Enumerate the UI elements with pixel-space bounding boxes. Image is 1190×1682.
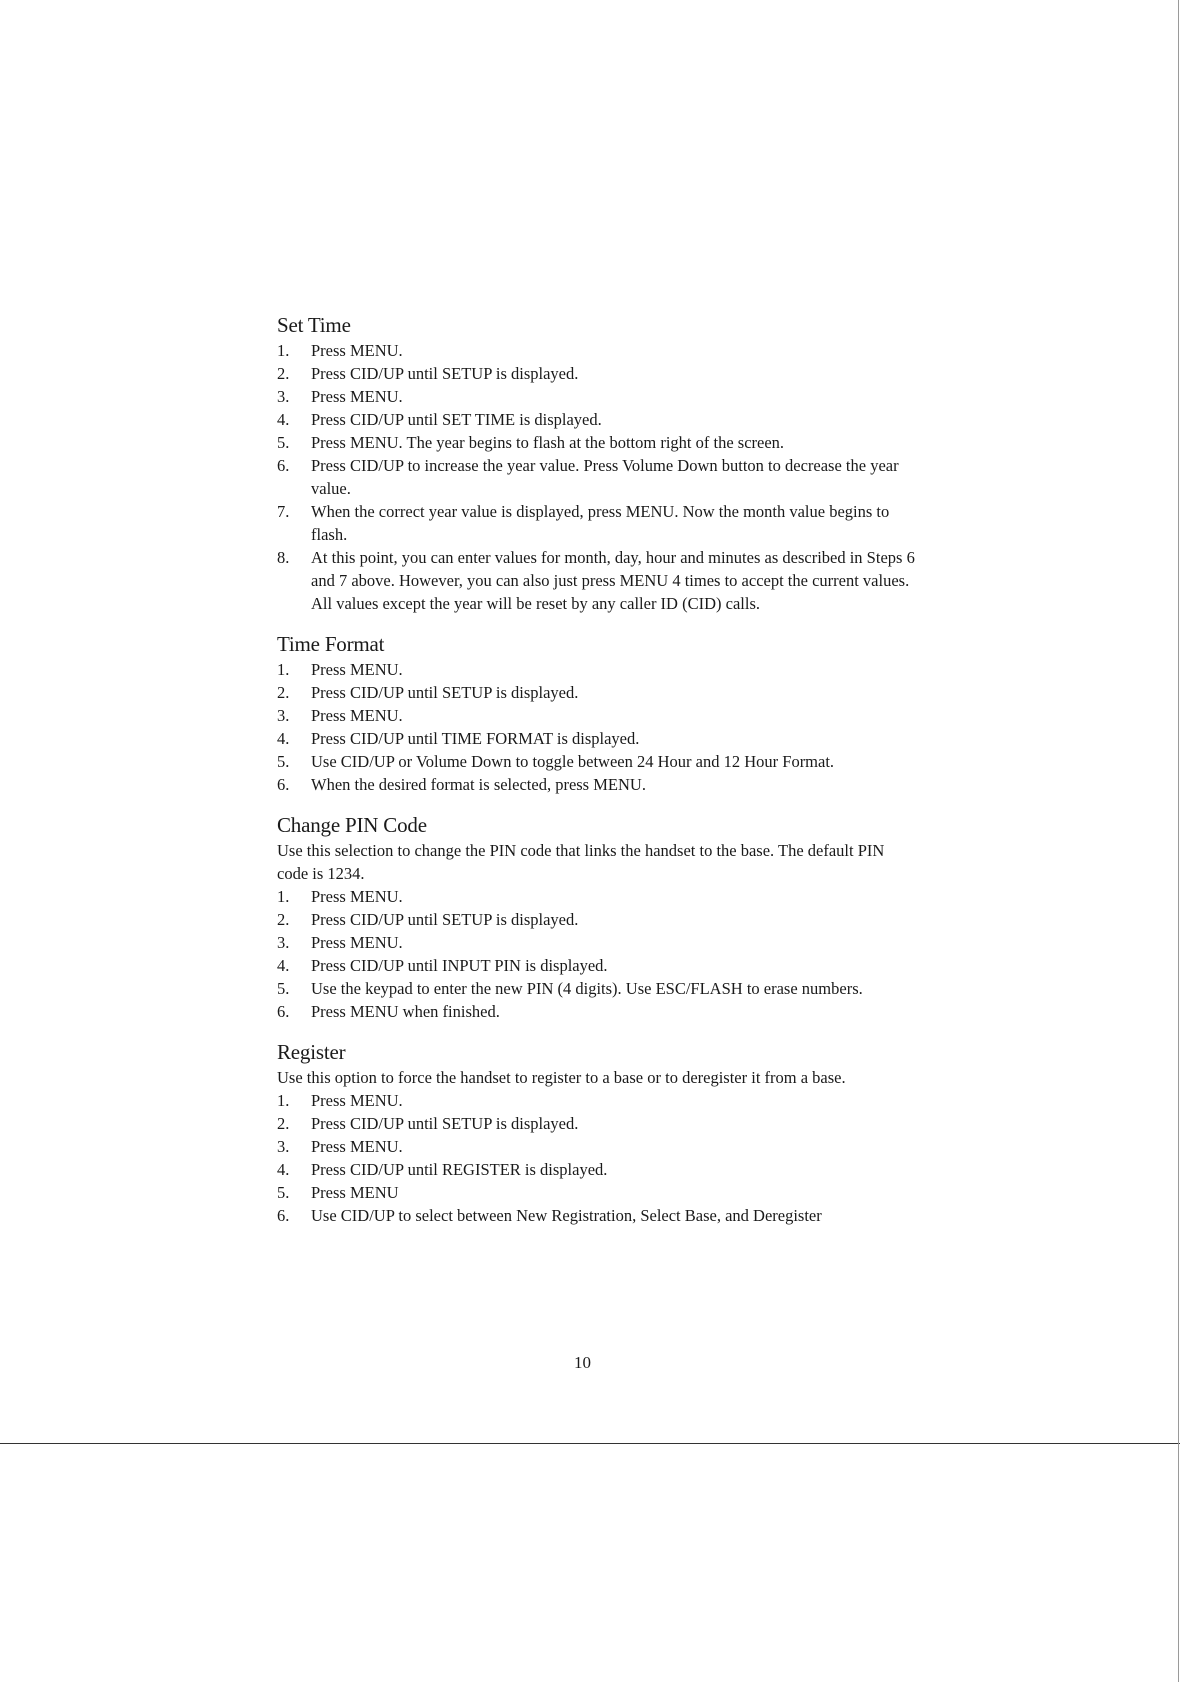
step-number: 5. [277, 433, 290, 452]
section-title: Set Time [277, 313, 351, 337]
step-item [277, 546, 917, 615]
step-text: Press MENU. [311, 706, 403, 725]
step-text: Press CID/UP until SET TIME is displayed. [311, 410, 602, 429]
step-number: 2. [277, 1114, 290, 1133]
step-text: Press MENU. [311, 887, 403, 906]
step-item [277, 1204, 917, 1227]
step-text: Press CID/UP to increase the year value. Press Volume Down button to decrease the year value. [311, 456, 899, 498]
steps-list [277, 885, 917, 1023]
step-number: 2. [277, 910, 290, 929]
step-number: 1. [277, 341, 290, 360]
step-number: 4. [277, 410, 290, 429]
step-item [277, 727, 917, 750]
section-set-time [277, 313, 917, 615]
steps-list [277, 339, 917, 615]
step-text: Press MENU when finished. [311, 1002, 500, 1021]
step-number: 1. [277, 660, 290, 679]
step-item [277, 500, 917, 546]
step-text: Press CID/UP until SETUP is displayed. [311, 910, 579, 929]
step-text: Use CID/UP to select between New Registration, Select Base, and Deregister [311, 1206, 822, 1225]
step-item [277, 704, 917, 727]
step-number: 3. [277, 933, 290, 952]
step-item [277, 750, 917, 773]
step-item [277, 1089, 917, 1112]
steps-list [277, 658, 917, 796]
section-title: Time Format [277, 632, 385, 656]
step-text: Press MENU. The year begins to flash at the bottom right of the screen. [311, 433, 785, 452]
section-register [277, 1040, 917, 1227]
step-item [277, 954, 917, 977]
step-text: Press MENU. [311, 1091, 403, 1110]
step-item [277, 408, 917, 431]
step-item [277, 1135, 917, 1158]
step-number: 4. [277, 729, 290, 748]
step-number: 3. [277, 706, 290, 725]
step-number: 7. [277, 502, 290, 521]
step-item [277, 885, 917, 908]
steps-list [277, 1089, 917, 1227]
step-item [277, 362, 917, 385]
step-number: 6. [277, 775, 290, 794]
section-title: Change PIN Code [277, 813, 427, 837]
step-number: 5. [277, 752, 290, 771]
manual-content [277, 313, 917, 1227]
step-item [277, 339, 917, 362]
step-text: Press MENU. [311, 341, 403, 360]
step-number: 3. [277, 1137, 290, 1156]
step-number: 2. [277, 683, 290, 702]
page-number: 10 [574, 1353, 591, 1372]
step-number: 2. [277, 364, 290, 383]
step-number: 5. [277, 979, 290, 998]
step-number: 1. [277, 1091, 290, 1110]
step-number: 4. [277, 1160, 290, 1179]
step-item [277, 454, 917, 500]
step-number: 6. [277, 456, 290, 475]
step-number: 1. [277, 887, 290, 906]
step-text: When the desired format is selected, press MENU. [311, 775, 646, 794]
step-text: Press CID/UP until REGISTER is displayed. [311, 1160, 608, 1179]
step-text: Press MENU. [311, 1137, 403, 1156]
step-text: Press MENU. [311, 660, 403, 679]
step-item [277, 658, 917, 681]
step-item [277, 431, 917, 454]
step-text: Press MENU. [311, 933, 403, 952]
section-time-format [277, 632, 917, 796]
step-number: 8. [277, 548, 290, 567]
step-item [277, 1000, 917, 1023]
step-item [277, 908, 917, 931]
section-intro: Use this option to force the handset to register to a base or to deregister it from a base. [277, 1068, 846, 1087]
step-number: 3. [277, 387, 290, 406]
page-right-edge [1178, 0, 1179, 1682]
step-text: Press CID/UP until INPUT PIN is displayed. [311, 956, 608, 975]
step-text: Press MENU [311, 1183, 399, 1202]
step-text: Press CID/UP until SETUP is displayed. [311, 1114, 579, 1133]
step-number: 4. [277, 956, 290, 975]
step-item [277, 773, 917, 796]
section-change-pin-code [277, 813, 917, 1023]
step-text: Press CID/UP until SETUP is displayed. [311, 364, 579, 383]
step-text: Press MENU. [311, 387, 403, 406]
step-text: Use the keypad to enter the new PIN (4 digits). Use ESC/FLASH to erase numbers. [311, 979, 863, 998]
step-text: Use CID/UP or Volume Down to toggle between 24 Hour and 12 Hour Format. [311, 752, 835, 771]
step-item [277, 1181, 917, 1204]
step-item [277, 931, 917, 954]
step-number: 5. [277, 1183, 290, 1202]
step-number: 6. [277, 1206, 290, 1225]
step-number: 6. [277, 1002, 290, 1021]
step-item [277, 977, 917, 1000]
step-text: Press CID/UP until TIME FORMAT is displayed. [311, 729, 640, 748]
step-item [277, 385, 917, 408]
step-text: At this point, you can enter values for month, day, hour and minutes as described in Steps 6 and 7 above. However, you can also just press MENU 4 times to accept the current values. All values except the year will be reset by any caller ID (CID) calls. [311, 548, 915, 613]
step-text: When the correct year value is displayed, press MENU. Now the month value begins to flash. [311, 502, 890, 544]
page-bottom-rule [0, 1443, 1180, 1444]
section-title: Register [277, 1040, 346, 1064]
step-item [277, 1158, 917, 1181]
step-item [277, 681, 917, 704]
step-item [277, 1112, 917, 1135]
step-text: Press CID/UP until SETUP is displayed. [311, 683, 579, 702]
section-intro: Use this selection to change the PIN code that links the handset to the base. The default PIN code is 1234. [277, 841, 885, 883]
